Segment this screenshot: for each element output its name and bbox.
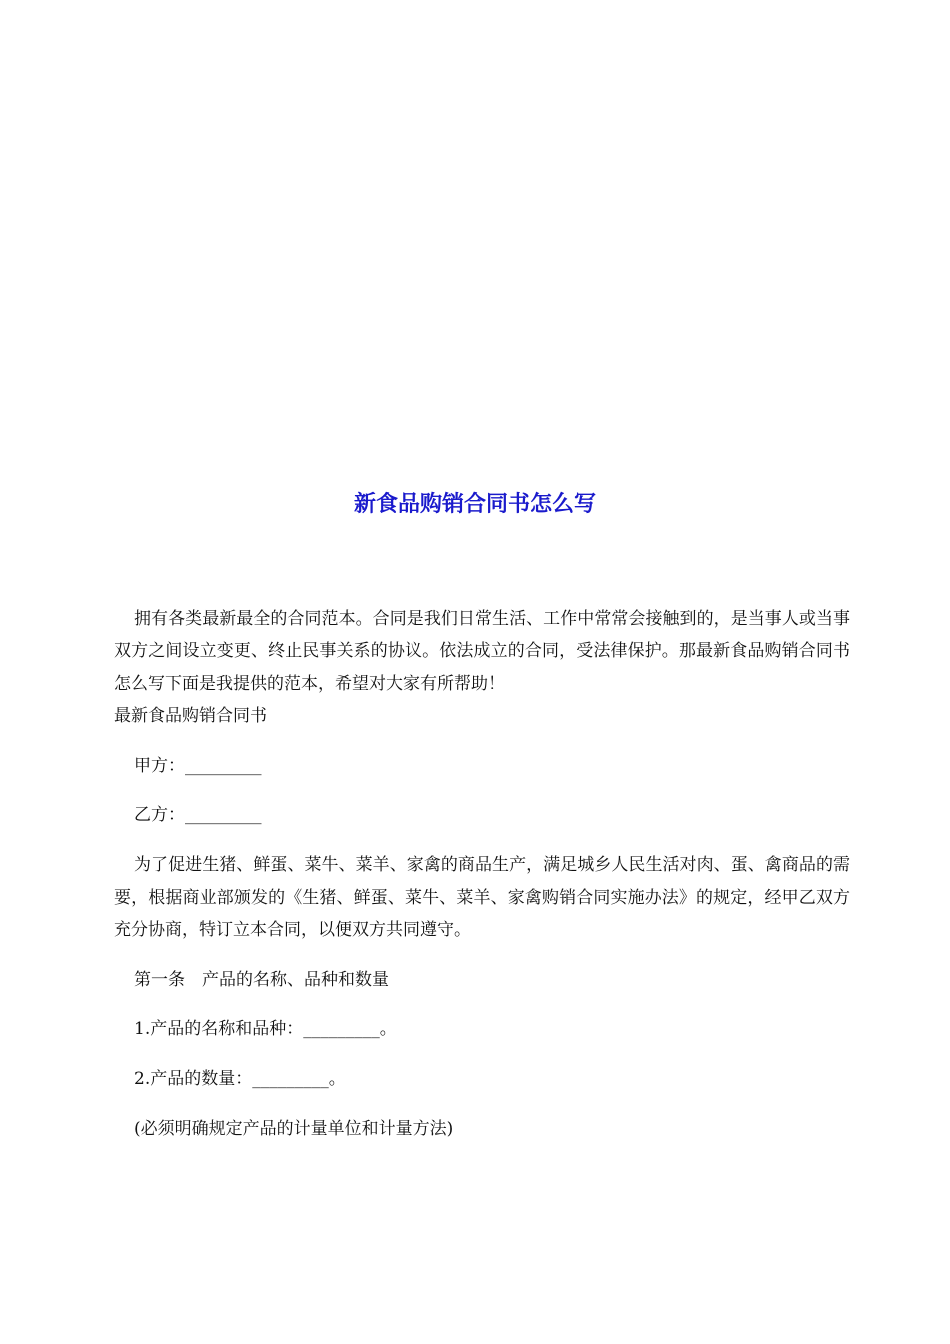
document-body <box>114 603 850 1145</box>
article-1-item-1: 1.产品的名称和品种：_________。 <box>134 1019 397 1040</box>
spacer <box>114 1046 850 1064</box>
spacer <box>114 1096 850 1114</box>
preamble-paragraph: 为了促进生猪、鲜蛋、菜牛、菜羊、家禽的商品生产，满足城乡人民生活对肉、蛋、禽商品的需要，根据商业部颁发的《生猪、鲜蛋、菜牛、菜羊、家禽购销合同实施办法》的规定，经甲乙双方充分协商，特订立本合同，以便双方共同遵守。 <box>114 855 850 940</box>
intro-paragraph: 拥有各类最新最全的合同范本。合同是我们日常生活、工作中常常会接触到的，是当事人或当事双方之间设立变更、终止民事关系的协议。依法成立的合同，受法律保护。那最新食品购销合同书怎么写下面是我提供的范本，希望对大家有所帮助！ <box>114 609 850 694</box>
contract-heading: 最新食品购销合同书 <box>114 705 267 726</box>
article-1-note: (必须明确规定产品的计量单位和计量方法) <box>134 1119 454 1140</box>
article-1-item-2: 2.产品的数量：_________。 <box>134 1069 346 1090</box>
article-1-heading: 第一条 产品的名称、品种和数量 <box>134 969 389 990</box>
spacer <box>114 832 850 850</box>
spacer <box>114 732 850 750</box>
spacer <box>114 946 850 964</box>
party-b-line: 乙方：_________ <box>134 805 262 826</box>
spacer <box>114 782 850 800</box>
party-a-line: 甲方：_________ <box>134 755 262 776</box>
document-title: 新食品购销合同书怎么写 <box>353 491 596 517</box>
spacer <box>114 996 850 1014</box>
